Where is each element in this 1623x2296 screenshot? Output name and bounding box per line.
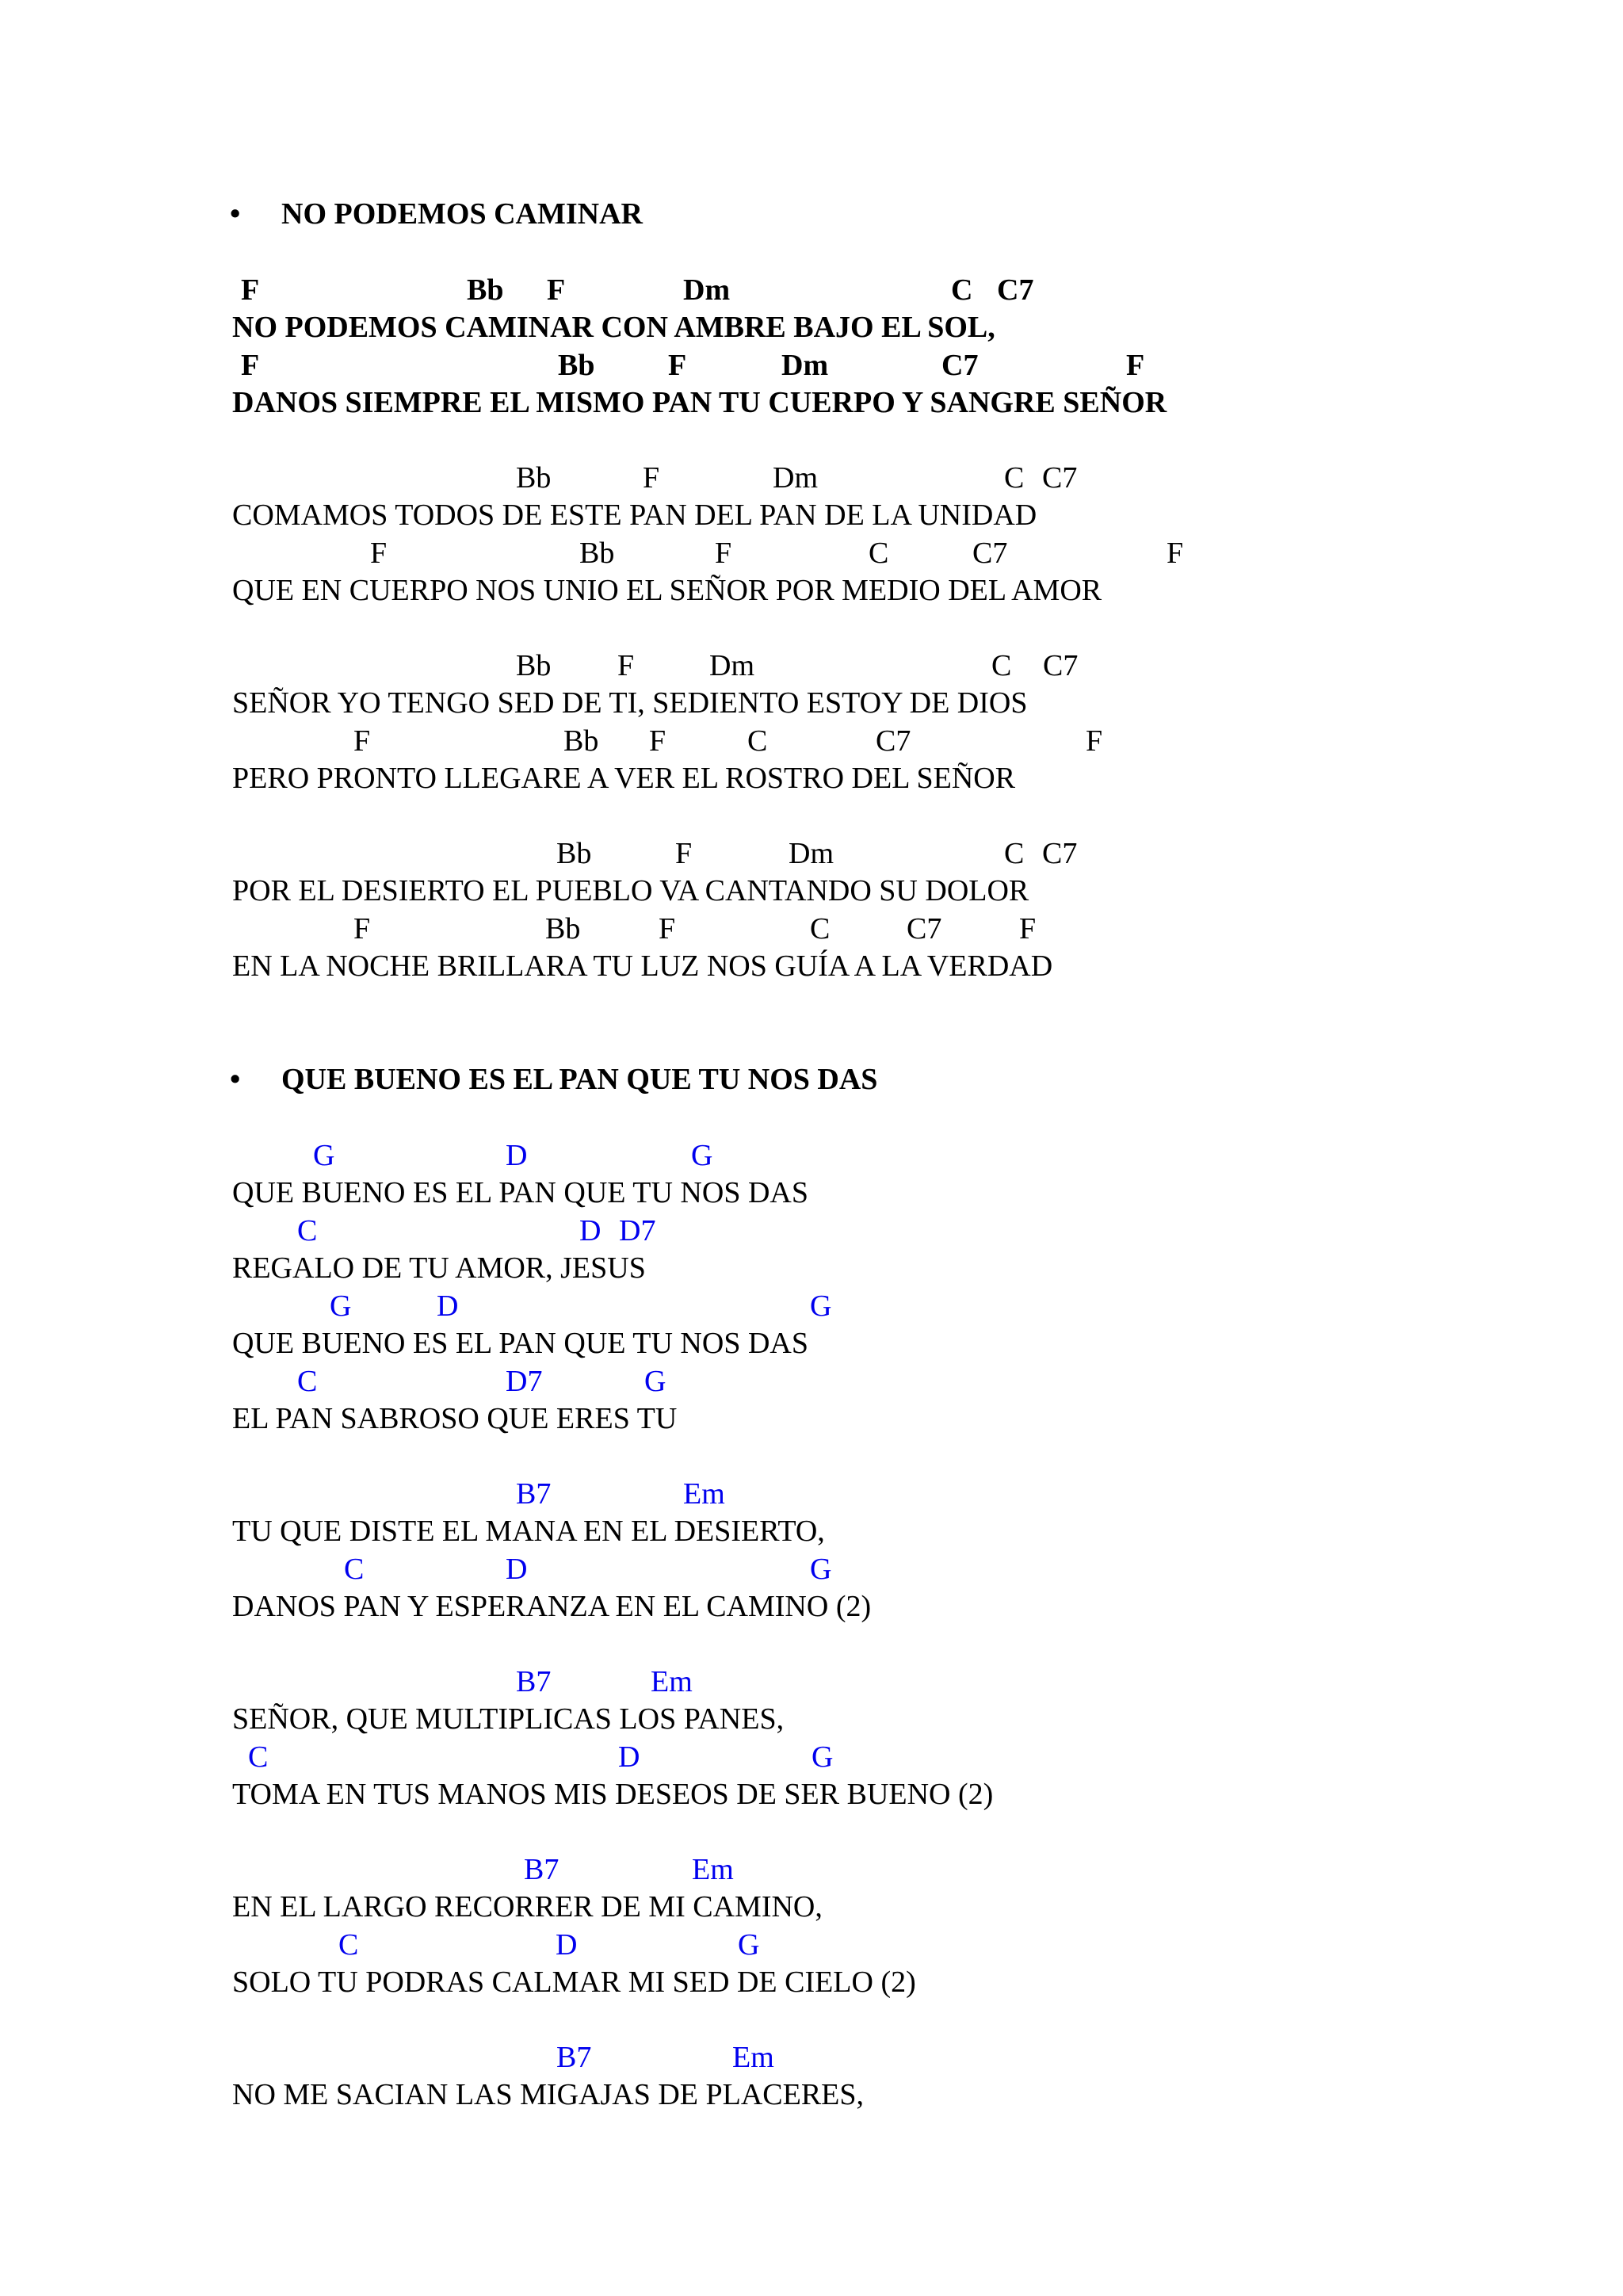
chord: F — [1019, 912, 1037, 946]
chord: D — [437, 1289, 459, 1323]
chord: D7 — [619, 1214, 656, 1247]
chord: F — [370, 537, 388, 570]
chord: B7 — [524, 1853, 559, 1886]
bullet: • — [230, 197, 241, 231]
chord: D — [506, 1139, 528, 1172]
lyric: EL PAN SABROSO QUE ERES TU — [232, 1402, 678, 1435]
chord: C7 — [1042, 461, 1078, 495]
chord: G — [810, 1289, 832, 1323]
chord: F — [668, 349, 687, 382]
chord: C — [297, 1365, 318, 1398]
chord: C — [338, 1928, 359, 1962]
chord: Bb — [563, 724, 599, 758]
chord: C7 — [1043, 649, 1079, 682]
song-title: QUE BUENO ES EL PAN QUE TU NOS DAS — [281, 1063, 878, 1096]
chord: C7 — [972, 537, 1008, 570]
chord: Bb — [516, 649, 552, 682]
chord: F — [1086, 724, 1103, 758]
chord: C — [297, 1214, 318, 1247]
lyric: TU QUE DISTE EL MANA EN EL DESIERTO, — [232, 1515, 825, 1548]
chord: G — [810, 1553, 832, 1586]
lyric: SEÑOR, QUE MULTIPLICAS LOS PANES, — [232, 1702, 785, 1736]
chord: B7 — [556, 2041, 592, 2074]
song-title: NO PODEMOS CAMINAR — [281, 197, 643, 231]
chord: D — [506, 1553, 528, 1586]
lyric: NO ME SACIAN LAS MIGAJAS DE PLACERES, — [232, 2078, 865, 2111]
chord: Dm — [789, 837, 834, 870]
chord: C7 — [907, 912, 942, 946]
chord: C — [951, 273, 973, 307]
lyric: DANOS PAN Y ESPERANZA EN EL CAMINO (2) — [232, 1590, 872, 1623]
chord: F — [241, 273, 260, 307]
chord: D — [618, 1740, 640, 1774]
lyric: TOMA EN TUS MANOS MIS DESEOS DE SER BUENO (2) — [232, 1778, 994, 1811]
bullet: • — [230, 1063, 241, 1096]
chord: F — [1126, 349, 1145, 382]
chord: G — [330, 1289, 352, 1323]
chord: F — [715, 537, 732, 570]
chord: F — [1167, 537, 1184, 570]
chord: D — [579, 1214, 601, 1247]
chord: Dm — [781, 349, 829, 382]
chord: Bb — [558, 349, 595, 382]
lyric: QUE BUENO ES EL PAN QUE TU NOS DAS — [232, 1176, 808, 1209]
chord: Em — [732, 2041, 774, 2074]
chord: C — [248, 1740, 269, 1774]
lyric: PERO PRONTO LLEGARE A VER EL ROSTRO DEL SEÑOR — [232, 762, 1016, 795]
chord: Dm — [709, 649, 754, 682]
chord: G — [691, 1139, 713, 1172]
chord: F — [675, 837, 693, 870]
lyric: EN LA NOCHE BRILLARA TU LUZ NOS GUÍA A LA VERDAD — [232, 949, 1053, 983]
chord: C7 — [1042, 837, 1078, 870]
chord: Bb — [579, 537, 615, 570]
lyric: SEÑOR YO TENGO SED DE TI, SEDIENTO ESTOY DE DIOS — [232, 686, 1028, 720]
chord: F — [353, 724, 371, 758]
chord: C — [991, 649, 1012, 682]
chord: F — [649, 724, 666, 758]
chord: B7 — [516, 1477, 552, 1511]
chord: G — [738, 1928, 760, 1962]
lyric: NO PODEMOS CAMINAR CON AMBRE BAJO EL SOL, — [232, 311, 995, 344]
chord: F — [241, 349, 260, 382]
chord: Em — [651, 1665, 693, 1698]
lyric: COMAMOS TODOS DE ESTE PAN DEL PAN DE LA UNIDAD — [232, 499, 1037, 532]
chord: Bb — [467, 273, 504, 307]
chord: C — [1004, 461, 1025, 495]
chord: Bb — [516, 461, 552, 495]
chord: B7 — [516, 1665, 552, 1698]
lyric: POR EL DESIERTO EL PUEBLO VA CANTANDO SU DOLOR — [232, 874, 1029, 907]
chord: Em — [692, 1853, 734, 1886]
chord: C — [869, 537, 889, 570]
chord: F — [353, 912, 371, 946]
chord: F — [659, 912, 676, 946]
chord: Em — [683, 1477, 725, 1511]
chord: Dm — [683, 273, 731, 307]
chord: F — [643, 461, 660, 495]
lyric: EN EL LARGO RECORRER DE MI CAMINO, — [232, 1890, 823, 1924]
chord: D — [556, 1928, 578, 1962]
chord: C7 — [876, 724, 911, 758]
chord: F — [547, 273, 566, 307]
chord: G — [812, 1740, 834, 1774]
chord: C — [747, 724, 768, 758]
chord: C — [1004, 837, 1025, 870]
chord: C — [344, 1553, 365, 1586]
chord: Bb — [556, 837, 592, 870]
chord: C7 — [941, 349, 979, 382]
lyric: REGALO DE TU AMOR, JESUS — [232, 1251, 646, 1285]
lyric: DANOS SIEMPRE EL MISMO PAN TU CUERPO Y SANGRE SEÑOR — [232, 386, 1167, 419]
lyric: QUE EN CUERPO NOS UNIO EL SEÑOR POR MEDIO DEL AMOR — [232, 574, 1102, 607]
chord: Bb — [545, 912, 581, 946]
chord: F — [617, 649, 635, 682]
chord: Dm — [773, 461, 818, 495]
chord: D7 — [506, 1365, 543, 1398]
lyric: SOLO TU PODRAS CALMAR MI SED DE CIELO (2) — [232, 1966, 916, 1999]
chord: G — [313, 1139, 335, 1172]
chord: G — [644, 1365, 666, 1398]
chord: C7 — [997, 273, 1034, 307]
lyric: QUE BUENO ES EL PAN QUE TU NOS DAS — [232, 1327, 808, 1360]
chord: C — [810, 912, 831, 946]
